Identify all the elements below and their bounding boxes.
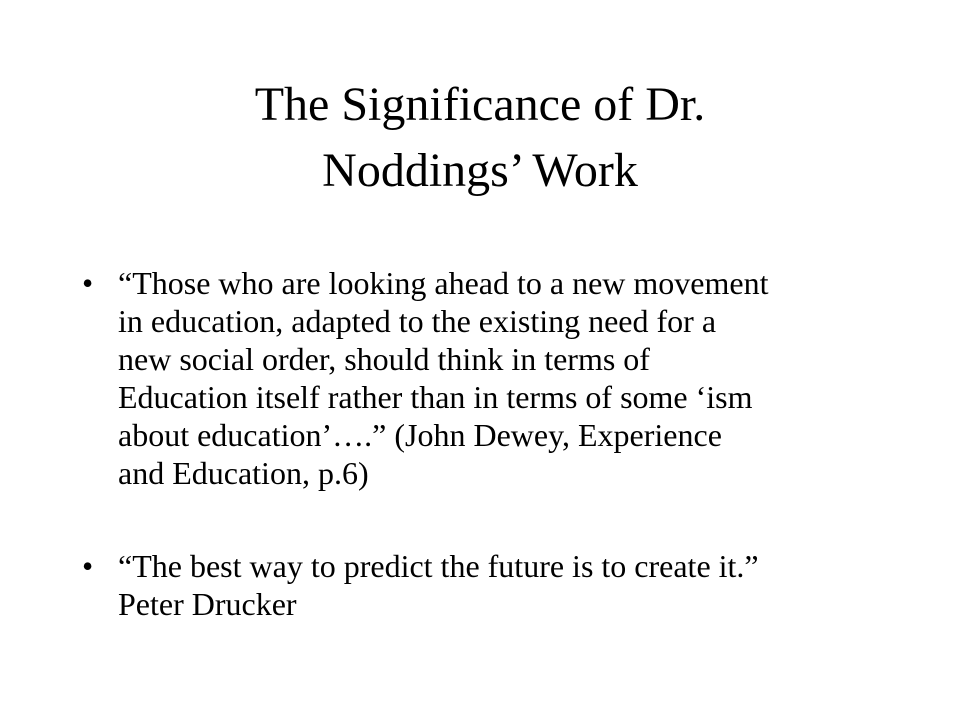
bullet-text-line: new social order, should think in terms of — [118, 341, 650, 377]
bullet-item-drucker-quote — [82, 547, 882, 623]
bullet-text-line: Peter Drucker — [118, 586, 297, 622]
bullet-marker: • — [82, 548, 94, 584]
bullet-text-line: and Education, p.6) — [118, 455, 369, 491]
bullet-text-line: about education’….” (John Dewey, Experience — [118, 417, 722, 453]
slide-title — [60, 72, 900, 204]
bullet-text-line: Education itself rather than in terms of some ‘ism — [118, 379, 753, 415]
bullet-list — [82, 264, 882, 678]
slide-title-line: Noddings’ Work — [322, 144, 638, 197]
bullet-text-line: in education, adapted to the existing need for a — [118, 303, 717, 339]
bullet-item-dewey-quote — [82, 264, 882, 492]
slide-title-line: The Significance of Dr. — [254, 78, 706, 131]
bullet-text-line: “The best way to predict the future is to create it.” — [118, 548, 759, 584]
bullet-text-line: “Those who are looking ahead to a new movement — [118, 265, 769, 301]
bullet-marker: • — [82, 265, 94, 301]
